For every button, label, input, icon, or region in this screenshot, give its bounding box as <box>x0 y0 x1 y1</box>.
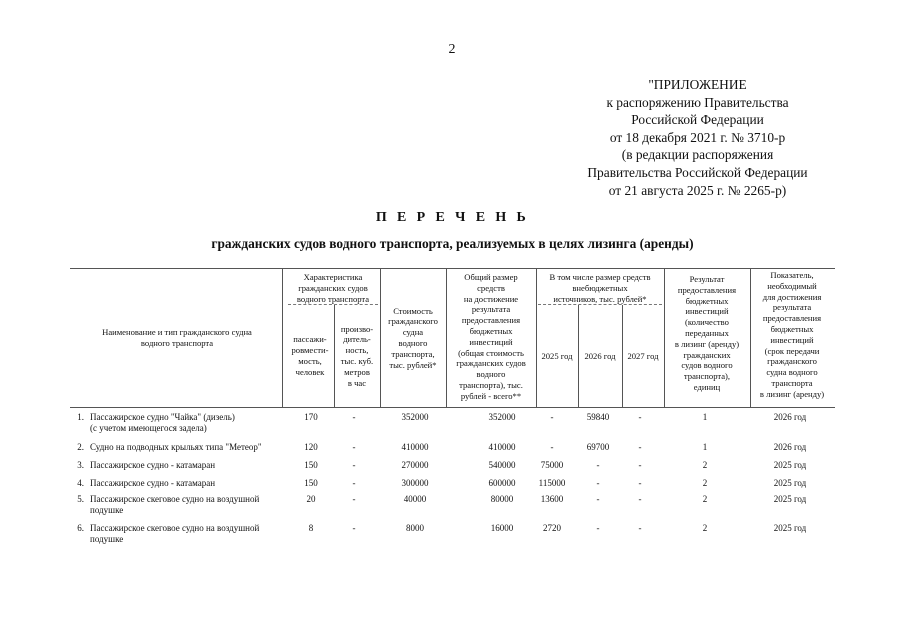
passenger-capacity: 20 <box>306 494 316 504</box>
header-indicator: Показатель, необходимый для достижения результата предоставления бюджетных инвестиций (срок передачи гражданского судна водного транспорта в лизинг (аренду) <box>759 270 825 399</box>
result-count: 2 <box>702 460 708 470</box>
vessel-cost: 410000 <box>401 442 429 452</box>
funds-2026: - <box>596 460 600 470</box>
funds-2025: 13600 <box>540 494 564 504</box>
appendix-line: от 21 августа 2025 г. № 2265-р) <box>608 182 787 198</box>
appendix-line: (в редакции распоряжения <box>621 147 774 163</box>
row-number: 1. <box>77 412 84 422</box>
funds-2026: 59840 <box>586 412 610 422</box>
passenger-capacity: 120 <box>304 442 318 452</box>
appendix-stamp <box>560 76 835 199</box>
row-number: 5. <box>77 494 84 504</box>
indicator-year: 2025 год <box>773 494 807 504</box>
total-funds: 540000 <box>488 460 516 470</box>
page-number: 2 <box>448 42 456 57</box>
result-count: 2 <box>702 523 708 533</box>
appendix-line: Правительства Российской Федерации <box>587 164 808 180</box>
vessel-cost: 40000 <box>403 494 427 504</box>
header-name: Наименование и тип гражданского судна водного транспорта <box>102 327 252 348</box>
funds-2025: 75000 <box>540 460 564 470</box>
header-divider <box>538 304 662 305</box>
header-extra: В том числе размер средств внебюджетных источников, тыс. рублей* <box>549 272 651 304</box>
vessel-name: Пассажирское скеговое судно на воздушной подушке <box>90 494 260 515</box>
vessel-name: Пассажирское судно "Чайка" (дизель) (с учетом имеющегося задела) <box>90 412 235 433</box>
result-count: 1 <box>702 442 708 452</box>
document-subtitle: гражданских судов водного транспорта, реализуемых в целях лизинга (аренды) <box>211 236 694 251</box>
document-title: П Е Р Е Ч Е Н Ь <box>375 210 530 225</box>
funds-2027: - <box>638 412 642 422</box>
vessel-cost: 300000 <box>401 478 429 488</box>
funds-2025: - <box>550 442 554 452</box>
appendix-line: Российской Федерации <box>631 112 764 128</box>
result-count: 1 <box>702 412 708 422</box>
header-year-2025: 2025 год <box>541 350 573 361</box>
vessel-cost: 8000 <box>406 523 424 533</box>
header-bottom-rule <box>70 407 835 408</box>
indicator-year: 2025 год <box>773 478 807 488</box>
indicator-year: 2026 год <box>773 442 807 452</box>
header-total: Общий размер средств на достижение результата предоставления бюджетных инвестиций (общая стоимость гражданских судов водного транспорта), тыс. рублей - всего** <box>456 272 526 401</box>
header-column-rule <box>334 305 335 407</box>
result-count: 2 <box>702 494 708 504</box>
header-column-rule <box>750 269 751 407</box>
header-passenger: пассажи- ровмести- мость, человек <box>291 334 329 377</box>
funds-2027: - <box>638 478 642 488</box>
header-column-rule <box>664 269 665 407</box>
indicator-year: 2025 год <box>773 460 807 470</box>
header-year-2026: 2026 год <box>584 350 616 361</box>
result-count: 2 <box>702 478 708 488</box>
appendix-line: к распоряжению Правительства <box>606 94 789 110</box>
funds-2026: - <box>596 478 600 488</box>
row-number: 3. <box>77 460 84 470</box>
passenger-capacity: 150 <box>304 478 318 488</box>
passenger-capacity: 150 <box>304 460 318 470</box>
vessel-name: Пассажирское скеговое судно на воздушной подушке <box>90 523 260 544</box>
header-divider <box>288 304 378 305</box>
vessel-name: Пассажирское судно - катамаран <box>90 478 216 488</box>
funds-2026: - <box>596 494 600 504</box>
funds-2026: - <box>596 523 600 533</box>
total-funds: 80000 <box>490 494 514 504</box>
total-funds: 600000 <box>488 478 516 488</box>
passenger-capacity: 170 <box>304 412 318 422</box>
header-result: Результат предоставления бюджетных инвестиций (количество переданных в лизинг (аренду) гражданских судов водного транспорта), единиц <box>674 274 740 392</box>
vessel-name: Судно на подводных крыльях типа "Метеор" <box>90 442 262 452</box>
vessel-name: Пассажирское судно - катамаран <box>90 460 216 470</box>
row-number: 6. <box>77 523 84 533</box>
productivity: - <box>352 412 356 422</box>
productivity: - <box>352 523 356 533</box>
productivity: - <box>352 442 356 452</box>
header-characteristics: Характеристика гражданских судов водного транспорта <box>296 272 370 304</box>
total-funds: 352000 <box>488 412 516 422</box>
productivity: - <box>352 494 356 504</box>
passenger-capacity: 8 <box>308 523 314 533</box>
indicator-year: 2026 год <box>773 412 807 422</box>
funds-2025: - <box>550 412 554 422</box>
funds-2027: - <box>638 442 642 452</box>
header-column-rule <box>622 305 623 407</box>
funds-2025: 115000 <box>538 478 566 488</box>
header-column-rule <box>578 305 579 407</box>
header-column-rule <box>446 269 447 407</box>
vessel-cost: 270000 <box>401 460 429 470</box>
indicator-year: 2025 год <box>773 523 807 533</box>
funds-2026: 69700 <box>586 442 610 452</box>
funds-2027: - <box>638 494 642 504</box>
funds-2027: - <box>638 523 642 533</box>
header-productivity: произво- дитель- ность, тыс. куб. метров в час <box>340 323 374 388</box>
vessel-cost: 352000 <box>401 412 429 422</box>
header-column-rule <box>282 269 283 407</box>
total-funds: 16000 <box>490 523 514 533</box>
funds-2027: - <box>638 460 642 470</box>
appendix-line: "ПРИЛОЖЕНИЕ <box>648 77 747 92</box>
productivity: - <box>352 460 356 470</box>
row-number: 2. <box>77 442 84 452</box>
header-top-rule <box>70 268 835 269</box>
header-column-rule <box>536 269 537 407</box>
row-number: 4. <box>77 478 84 488</box>
funds-2025: 2720 <box>543 523 561 533</box>
header-column-rule <box>380 269 381 407</box>
productivity: - <box>352 478 356 488</box>
header-year-2027: 2027 год <box>627 350 659 361</box>
total-funds: 410000 <box>488 442 516 452</box>
header-cost: Стоимость гражданского судна водного транспорта, тыс. рублей* <box>388 305 438 370</box>
appendix-line: от 18 декабря 2021 г. № 3710-р <box>609 129 786 145</box>
